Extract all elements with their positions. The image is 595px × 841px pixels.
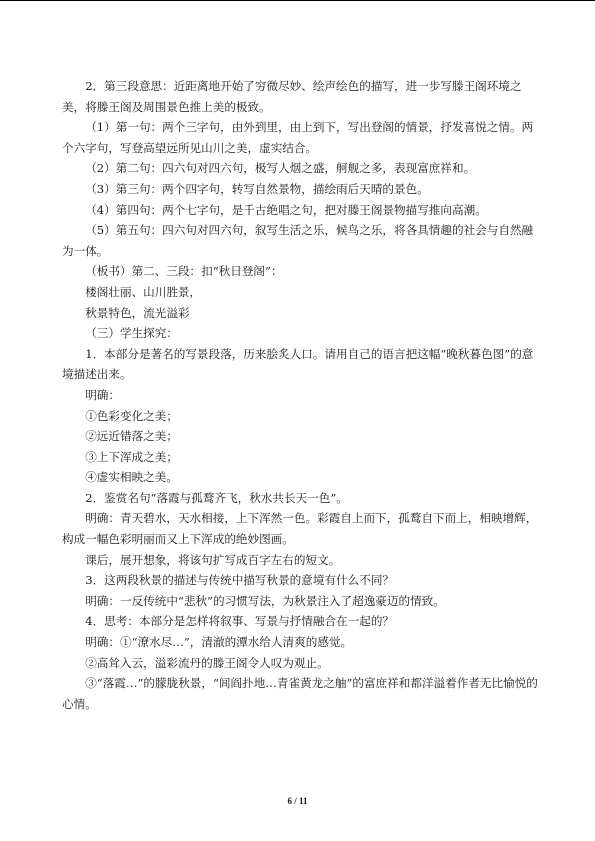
paragraph: （5）第五句：四六句对四六句，叙写生活之乐，候鸟之乐，将各具情趣的社会与自然融为一体。 bbox=[62, 223, 534, 258]
paragraph: ③上下浑成之美； bbox=[85, 449, 178, 464]
paragraph: 课后，展开想象，将该句扩写成百字左右的短文。 bbox=[85, 552, 341, 567]
page-top-border bbox=[0, 0, 595, 1]
paragraph: 2．第三段意思：近距离地开始了穷微尽妙、绘声绘色的描写，进一步写滕王阁环境之美，将滕王阁及周围景色推上美的极致。 bbox=[62, 79, 522, 114]
paragraph: ②远近错落之美； bbox=[85, 429, 178, 444]
paragraph: 明确： bbox=[85, 387, 120, 402]
paragraph: （板书）第二、三段：扣“秋日登阁”： bbox=[85, 264, 283, 279]
paragraph: 明确：①“潦水尽…”，清澈的潭水给人清爽的感觉。 bbox=[85, 635, 353, 650]
paragraph: 明确：一反传统中“悲秋”的习惯写法，为秋景注入了超逸豪迈的情致。 bbox=[85, 593, 445, 608]
paragraph: （4）第四句：两个七字句，是千古绝唱之句，把对滕王阁景物描写推向高潮。 bbox=[85, 202, 487, 217]
paragraph: （1）第一句：两个三字句，由外到里，由上到下，写出登阁的情景，抒发喜悦之情。两个六字句，写登高望远所见山川之美，虚实结合。 bbox=[62, 120, 534, 155]
paragraph: ④虚实相映之美。 bbox=[85, 470, 178, 485]
paragraph: 1．本部分是著名的写景段落，历来脍炙人口。请用自己的语言把这幅“晚秋暮色图”的意境描述出来。 bbox=[62, 346, 534, 382]
paragraph: 2．鉴赏名句“落霞与孤鹜齐飞，秋水共长天一色”。 bbox=[85, 490, 348, 505]
paragraph: （三）学生探究： bbox=[85, 326, 178, 341]
paragraph: ②高耸入云，溢彩流丹的滕王阁令人叹为观止。 bbox=[85, 655, 329, 670]
paragraph: ③“落霞…”的朦胧秋景，“闾阎扑地…青雀黄龙之舳”的富庶祥和都洋溢着作者无比愉悦的心情。 bbox=[62, 676, 538, 711]
paragraph: （2）第二句：四六句对四六句，极写人烟之盛，舸舰之多，表现富庶祥和。 bbox=[85, 161, 476, 176]
page-number: 6 / 11 bbox=[287, 796, 308, 806]
paragraph: 楼阁壮丽、山川胜景， bbox=[85, 284, 202, 299]
paragraph: 明确：青天碧水，天水相接，上下浑然一色。彩霞自上而下，孤鹜自下而上，相映增辉，构成一幅色彩明丽而又上下浑成的绝妙图画。 bbox=[62, 511, 538, 547]
document-body bbox=[62, 76, 542, 714]
paragraph: 秋景特色，流光溢彩 bbox=[85, 305, 190, 320]
paragraph: 3．这两段秋景的描述与传统中描写秋景的意境有什么不同？ bbox=[85, 573, 395, 588]
paragraph: 4．思考：本部分是怎样将叙事、写景与抒情融合在一起的？ bbox=[85, 614, 395, 629]
paragraph: （3）第三句：两个四字句，转写自然景物，描绘雨后天晴的景色。 bbox=[85, 181, 429, 196]
paragraph: ①色彩变化之美； bbox=[85, 408, 178, 423]
